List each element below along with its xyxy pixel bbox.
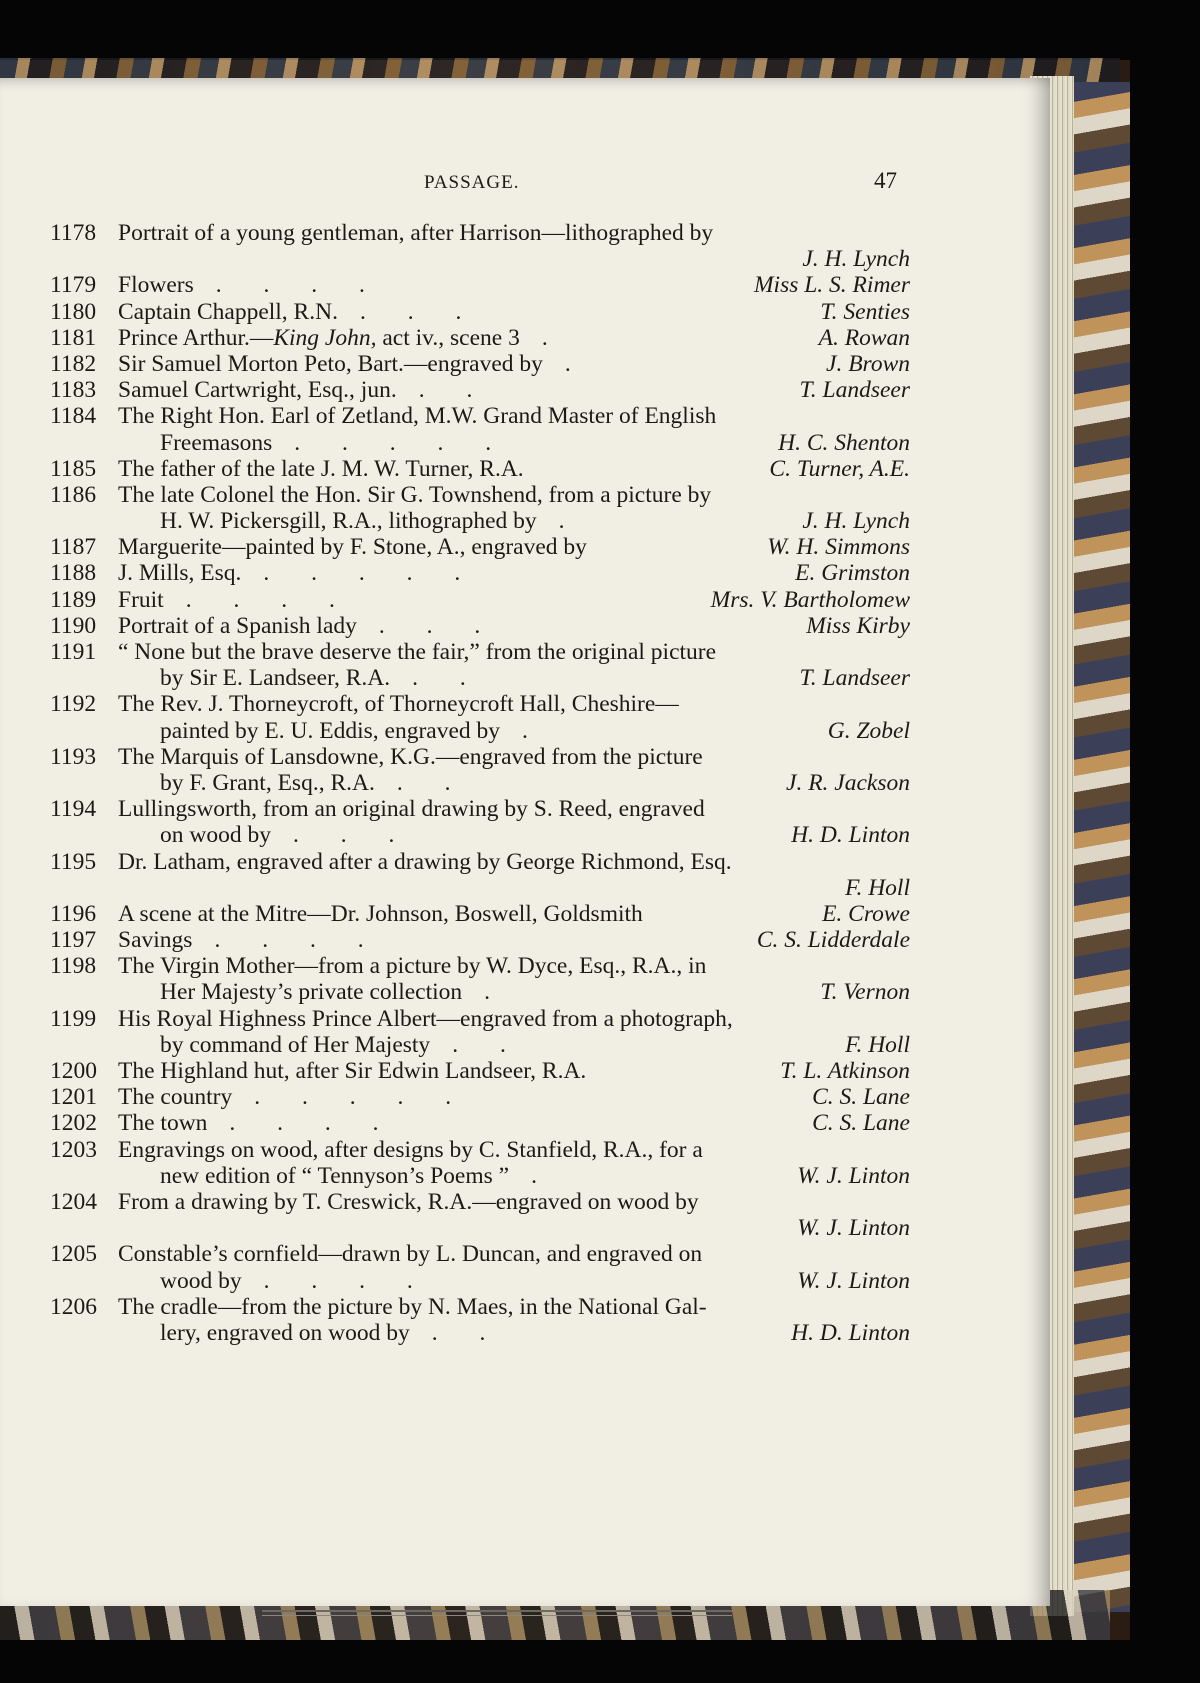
entry-line bbox=[50, 1163, 910, 1189]
entry-line bbox=[50, 822, 910, 848]
entry-title bbox=[118, 482, 711, 508]
entry-line bbox=[50, 1032, 910, 1058]
entry-artist: T. Senties bbox=[820, 298, 910, 325]
entry-number: 1183 bbox=[50, 377, 97, 404]
catalogue-entry bbox=[50, 1294, 910, 1346]
catalogue-entry bbox=[50, 849, 910, 901]
entry-line bbox=[50, 1268, 910, 1294]
entry-title-text: Prince Arthur.— bbox=[118, 324, 274, 351]
catalogue-entry bbox=[50, 403, 910, 455]
catalogue-entry bbox=[50, 534, 910, 560]
entry-line bbox=[50, 849, 910, 875]
leader-dots: . . bbox=[396, 769, 469, 796]
entry-number: 1185 bbox=[50, 455, 97, 482]
entry-title bbox=[160, 979, 508, 1005]
entry-title-text: Marguerite—painted by F. Stone, A., engraved by bbox=[118, 534, 587, 561]
catalogue-entry bbox=[50, 1058, 910, 1084]
entry-title bbox=[118, 456, 524, 482]
catalogue-entry bbox=[50, 796, 910, 848]
catalogue-entry bbox=[50, 1110, 910, 1136]
entry-number: 1203 bbox=[50, 1136, 97, 1163]
entry-number: 1206 bbox=[50, 1293, 97, 1320]
entry-title-text: Fruit bbox=[118, 586, 164, 613]
entry-number: 1199 bbox=[50, 1005, 97, 1032]
entry-title bbox=[118, 849, 732, 875]
catalogue-entry bbox=[50, 377, 910, 403]
entry-title-italic: King John, bbox=[273, 324, 377, 351]
entry-number: 1194 bbox=[50, 796, 97, 823]
catalogue-entry bbox=[50, 1241, 910, 1293]
entry-title-text: The country bbox=[118, 1084, 233, 1111]
entry-artist: J. Brown bbox=[826, 350, 910, 377]
entry-title-text: Sir Samuel Morton Peto, Bart.—engraved by bbox=[118, 350, 543, 377]
catalogue-entry bbox=[50, 482, 910, 534]
catalogue-entry bbox=[50, 613, 910, 639]
leader-dots: . bbox=[541, 324, 566, 351]
entry-artist: C. S. Lidderdale bbox=[756, 927, 910, 954]
leader-dots: . . . . bbox=[263, 1267, 431, 1294]
entry-artist: T. Vernon bbox=[820, 979, 910, 1006]
entry-line bbox=[50, 691, 910, 717]
catalogue-entry bbox=[50, 299, 910, 325]
leader-dots: . . . bbox=[359, 298, 480, 325]
entry-title bbox=[118, 1294, 707, 1320]
entry-title bbox=[118, 1241, 702, 1267]
entry-title-text: The cradle—from the picture by N. Maes, in the National Gal- bbox=[118, 1293, 707, 1320]
closing-rule-thin bbox=[262, 1615, 732, 1616]
entry-title bbox=[118, 744, 703, 770]
entry-number: 1187 bbox=[50, 534, 97, 561]
entry-title bbox=[118, 639, 716, 665]
entry-title-text: “ None but the brave deserve the fair,” from the original picture bbox=[118, 639, 717, 665]
entry-title-text: Captain Chappell, R.N. bbox=[118, 298, 338, 325]
entry-line bbox=[50, 796, 910, 822]
entry-title bbox=[118, 534, 587, 560]
entry-artist: C. S. Lane bbox=[812, 1110, 910, 1137]
entry-number: 1197 bbox=[50, 927, 97, 954]
entry-number: 1180 bbox=[50, 298, 97, 325]
entry-title-text: by F. Grant, Esq., R.A. bbox=[160, 769, 375, 796]
entry-title-tail: act iv., scene 3 bbox=[376, 324, 520, 351]
entry-title-text: The Virgin Mother—from a picture by W. Dyce, Esq., R.A., in bbox=[118, 953, 707, 980]
entry-title bbox=[118, 1084, 469, 1110]
entry-line bbox=[50, 744, 910, 770]
catalogue-entry bbox=[50, 1084, 910, 1110]
entry-title-text: The father of the late J. M. W. Turner, R.A. bbox=[118, 455, 524, 482]
entry-number: 1205 bbox=[50, 1241, 97, 1268]
entry-number: 1193 bbox=[50, 743, 97, 770]
entry-title-text: The Right Hon. Earl of Zetland, M.W. Grand Master of English bbox=[118, 403, 717, 430]
entry-number: 1190 bbox=[50, 612, 97, 639]
entry-line bbox=[50, 272, 910, 298]
entry-title bbox=[118, 351, 589, 377]
entry-title-text: Constable’s cornfield—drawn by L. Duncan, and engraved on bbox=[118, 1241, 703, 1268]
leader-dots: . . . bbox=[378, 612, 499, 639]
entry-title-text: by command of Her Majesty bbox=[160, 1031, 431, 1058]
entry-number: 1182 bbox=[50, 350, 97, 377]
entry-line bbox=[50, 403, 910, 429]
catalogue-entry bbox=[50, 325, 910, 351]
entry-line bbox=[50, 770, 910, 796]
entry-artist: E. Grimston bbox=[795, 560, 910, 587]
entry-title bbox=[160, 1320, 503, 1346]
entry-title-text: Engravings on wood, after designs by C. Stanfield, R.A., for a bbox=[118, 1136, 703, 1163]
entry-title-text: Her Majesty’s private collection bbox=[160, 979, 463, 1006]
entry-number: 1186 bbox=[50, 481, 97, 508]
entry-line bbox=[50, 430, 910, 456]
entry-title-text: Samuel Cartwright, Esq., jun. bbox=[118, 377, 397, 404]
leader-dots: . bbox=[564, 350, 589, 377]
entry-artist: Miss L. S. Rimer bbox=[753, 272, 910, 299]
entry-artist: W. J. Linton bbox=[797, 1215, 910, 1242]
leader-dots: . bbox=[531, 1162, 555, 1189]
entry-title bbox=[160, 1032, 524, 1058]
entry-title bbox=[118, 377, 490, 403]
entry-title bbox=[160, 718, 546, 744]
entry-artist: W. H. Simmons bbox=[767, 534, 910, 561]
leader-dots: . . bbox=[418, 377, 491, 404]
entry-artist: H. D. Linton bbox=[791, 1319, 910, 1346]
entry-line bbox=[50, 875, 910, 901]
entry-title-text: Flowers bbox=[118, 272, 194, 299]
entry-title-text: The Marquis of Lansdowne, K.G.—engraved from the picture bbox=[118, 743, 703, 770]
entry-line bbox=[50, 351, 910, 377]
entry-title bbox=[118, 587, 353, 613]
entry-title-text: new edition of “ Tennyson’s Poems ” bbox=[160, 1162, 510, 1189]
entry-number: 1178 bbox=[50, 220, 97, 246]
entry-line bbox=[50, 1294, 910, 1320]
leader-dots: . bbox=[558, 508, 583, 535]
catalogue-entry bbox=[50, 639, 910, 691]
entry-line bbox=[50, 587, 910, 613]
entry-title bbox=[160, 665, 484, 691]
entry-title-text: Portrait of a Spanish lady bbox=[118, 612, 357, 639]
entry-title bbox=[160, 1163, 555, 1189]
catalogue-entry bbox=[50, 587, 910, 613]
entry-title bbox=[118, 1006, 733, 1032]
entry-line bbox=[50, 456, 910, 482]
entry-line bbox=[50, 220, 910, 246]
entry-title-text: H. W. Pickersgill, R.A., lithographed by bbox=[160, 508, 537, 535]
entry-number: 1196 bbox=[50, 900, 97, 927]
entry-artist: Miss Kirby bbox=[806, 612, 910, 639]
leader-dots: . . . bbox=[292, 822, 413, 849]
entry-title bbox=[118, 927, 382, 953]
entry-line bbox=[50, 718, 910, 744]
running-head bbox=[0, 168, 1050, 196]
entry-line bbox=[50, 639, 910, 665]
entry-line bbox=[50, 508, 910, 534]
catalogue-entry bbox=[50, 927, 910, 953]
entry-line bbox=[50, 246, 910, 272]
entry-line bbox=[50, 1110, 910, 1136]
entry-number: 1200 bbox=[50, 1058, 97, 1084]
leader-dots: . bbox=[484, 979, 509, 1006]
catalogue-entry bbox=[50, 901, 910, 927]
leader-dots: . . . . bbox=[215, 272, 383, 299]
catalogue-entry bbox=[50, 953, 910, 1005]
page-number: 47 bbox=[874, 168, 897, 193]
leader-dots: . . . . . bbox=[294, 429, 510, 456]
entry-artist: H. D. Linton bbox=[791, 822, 910, 849]
entry-title-text: on wood by bbox=[160, 822, 271, 849]
entry-artist: G. Zobel bbox=[827, 717, 910, 744]
entry-line bbox=[50, 979, 910, 1005]
catalogue-entry bbox=[50, 560, 910, 586]
entry-artist: J. H. Lynch bbox=[802, 246, 910, 273]
entry-line bbox=[50, 1137, 910, 1163]
entry-title-text: Savings bbox=[118, 927, 193, 954]
entry-artist: T. Landseer bbox=[799, 665, 910, 692]
leader-dots: . . . . bbox=[229, 1110, 397, 1137]
entry-artist: C. Turner, A.E. bbox=[769, 455, 910, 482]
entry-title-text: wood by bbox=[160, 1267, 242, 1294]
entry-title-text: The town bbox=[118, 1110, 208, 1137]
entry-number: 1188 bbox=[50, 560, 97, 587]
entry-title-text: lery, engraved on wood by bbox=[160, 1319, 410, 1346]
entry-title bbox=[118, 560, 478, 586]
entry-title-text: Freemasons bbox=[160, 429, 273, 456]
entry-artist: J. R. Jackson bbox=[786, 769, 910, 796]
catalogue-entry bbox=[50, 1189, 910, 1241]
entry-artist: Mrs. V. Bartholomew bbox=[710, 586, 910, 613]
entry-title bbox=[118, 613, 498, 639]
entry-number: 1189 bbox=[50, 586, 97, 613]
catalogue-entry bbox=[50, 456, 910, 482]
entry-line bbox=[50, 1006, 910, 1032]
entry-line bbox=[50, 482, 910, 508]
entry-line bbox=[50, 325, 910, 351]
entry-line bbox=[50, 953, 910, 979]
entry-title bbox=[118, 220, 713, 246]
catalogue-entry bbox=[50, 351, 910, 377]
entry-number: 1191 bbox=[50, 639, 97, 665]
entry-number: 1201 bbox=[50, 1084, 97, 1111]
entry-line bbox=[50, 901, 910, 927]
running-head-title: PASSAGE. bbox=[424, 172, 520, 193]
catalogue-entry bbox=[50, 1137, 910, 1189]
entry-artist: A. Rowan bbox=[818, 324, 910, 351]
leader-dots: . . . . . bbox=[263, 560, 479, 587]
entry-title bbox=[118, 1189, 699, 1215]
leader-dots: . . . . bbox=[214, 927, 382, 954]
entry-title bbox=[118, 325, 566, 351]
entry-artist: W. J. Linton bbox=[797, 1162, 910, 1189]
entry-title bbox=[160, 770, 468, 796]
entry-title bbox=[118, 796, 705, 822]
entry-title-text: Portrait of a young gentleman, after Harrison—lithographed by bbox=[118, 220, 714, 246]
entry-number: 1179 bbox=[50, 272, 97, 299]
entry-number: 1181 bbox=[50, 324, 97, 351]
entry-title bbox=[118, 1058, 586, 1084]
leader-dots: . . . . . bbox=[254, 1084, 470, 1111]
entry-title-text: painted by E. U. Eddis, engraved by bbox=[160, 717, 501, 744]
entry-line bbox=[50, 1320, 910, 1346]
entry-title bbox=[118, 901, 643, 927]
entry-title bbox=[160, 430, 509, 456]
entry-title-text: His Royal Highness Prince Albert—engraved from a photograph, bbox=[118, 1005, 733, 1032]
leader-dots: . . bbox=[452, 1031, 524, 1058]
entry-line bbox=[50, 665, 910, 691]
entry-title bbox=[118, 953, 706, 979]
catalogue-entries bbox=[50, 220, 910, 1346]
entry-title-text: The Highland hut, after Sir Edwin Landseer, R.A. bbox=[118, 1058, 587, 1084]
entry-title bbox=[118, 299, 479, 325]
entry-number: 1192 bbox=[50, 691, 97, 718]
entry-line bbox=[50, 534, 910, 560]
entry-artist: T. L. Atkinson bbox=[780, 1058, 910, 1084]
entry-title bbox=[118, 403, 716, 429]
entry-title-text: Dr. Latham, engraved after a drawing by George Richmond, Esq. bbox=[118, 848, 732, 875]
entry-title bbox=[118, 691, 679, 717]
entry-line bbox=[50, 1241, 910, 1267]
entry-title-text: A scene at the Mitre—Dr. Johnson, Boswell, Goldsmith bbox=[118, 900, 643, 927]
catalogue-entry bbox=[50, 220, 910, 272]
entry-number: 1198 bbox=[50, 953, 97, 980]
entry-title bbox=[160, 822, 412, 848]
closing-rule bbox=[262, 1610, 732, 1612]
entry-artist: C. S. Lane bbox=[812, 1084, 910, 1111]
entry-title-text: The Rev. J. Thorneycroft, of Thorneycroft Hall, Cheshire— bbox=[118, 691, 679, 718]
entry-title bbox=[160, 508, 583, 534]
entry-title-text: Lullingsworth, from an original drawing by S. Reed, engraved bbox=[118, 796, 705, 823]
entry-line bbox=[50, 1058, 910, 1084]
entry-line bbox=[50, 613, 910, 639]
entry-title-text: From a drawing by T. Creswick, R.A.—engraved on wood by bbox=[118, 1188, 699, 1215]
entry-artist: W. J. Linton bbox=[797, 1267, 910, 1294]
entry-title-text: J. Mills, Esq. bbox=[118, 560, 242, 587]
entry-number: 1202 bbox=[50, 1110, 97, 1137]
leader-dots: . . . . bbox=[185, 586, 353, 613]
catalogue-entry bbox=[50, 691, 910, 743]
entry-line bbox=[50, 299, 910, 325]
leader-dots: . bbox=[522, 717, 546, 744]
entry-artist: F. Holl bbox=[845, 1031, 910, 1058]
entry-line bbox=[50, 1189, 910, 1215]
entry-line bbox=[50, 927, 910, 953]
entry-number: 1204 bbox=[50, 1188, 97, 1215]
leader-dots: . . bbox=[412, 665, 484, 692]
catalogue-entry bbox=[50, 1006, 910, 1058]
entry-artist: F. Holl bbox=[845, 874, 910, 901]
catalogue-entry bbox=[50, 744, 910, 796]
entry-line bbox=[50, 1215, 910, 1241]
entry-title bbox=[118, 272, 383, 298]
entry-line bbox=[50, 1084, 910, 1110]
entry-artist: H. C. Shenton bbox=[778, 429, 910, 456]
entry-title-text: by Sir E. Landseer, R.A. bbox=[160, 665, 391, 692]
entry-artist: T. Landseer bbox=[799, 377, 910, 404]
entry-title-text: The late Colonel the Hon. Sir G. Townshend, from a picture by bbox=[118, 481, 712, 508]
catalogue-entry bbox=[50, 272, 910, 298]
entry-number: 1184 bbox=[50, 403, 97, 430]
entry-title bbox=[118, 1110, 397, 1136]
entry-artist: J. H. Lynch bbox=[802, 508, 910, 535]
leader-dots: . . bbox=[431, 1319, 504, 1346]
entry-line bbox=[50, 560, 910, 586]
entry-artist: E. Crowe bbox=[822, 900, 910, 927]
entry-title bbox=[118, 1137, 703, 1163]
entry-number: 1195 bbox=[50, 848, 97, 875]
entry-line bbox=[50, 377, 910, 403]
entry-title bbox=[160, 1268, 431, 1294]
